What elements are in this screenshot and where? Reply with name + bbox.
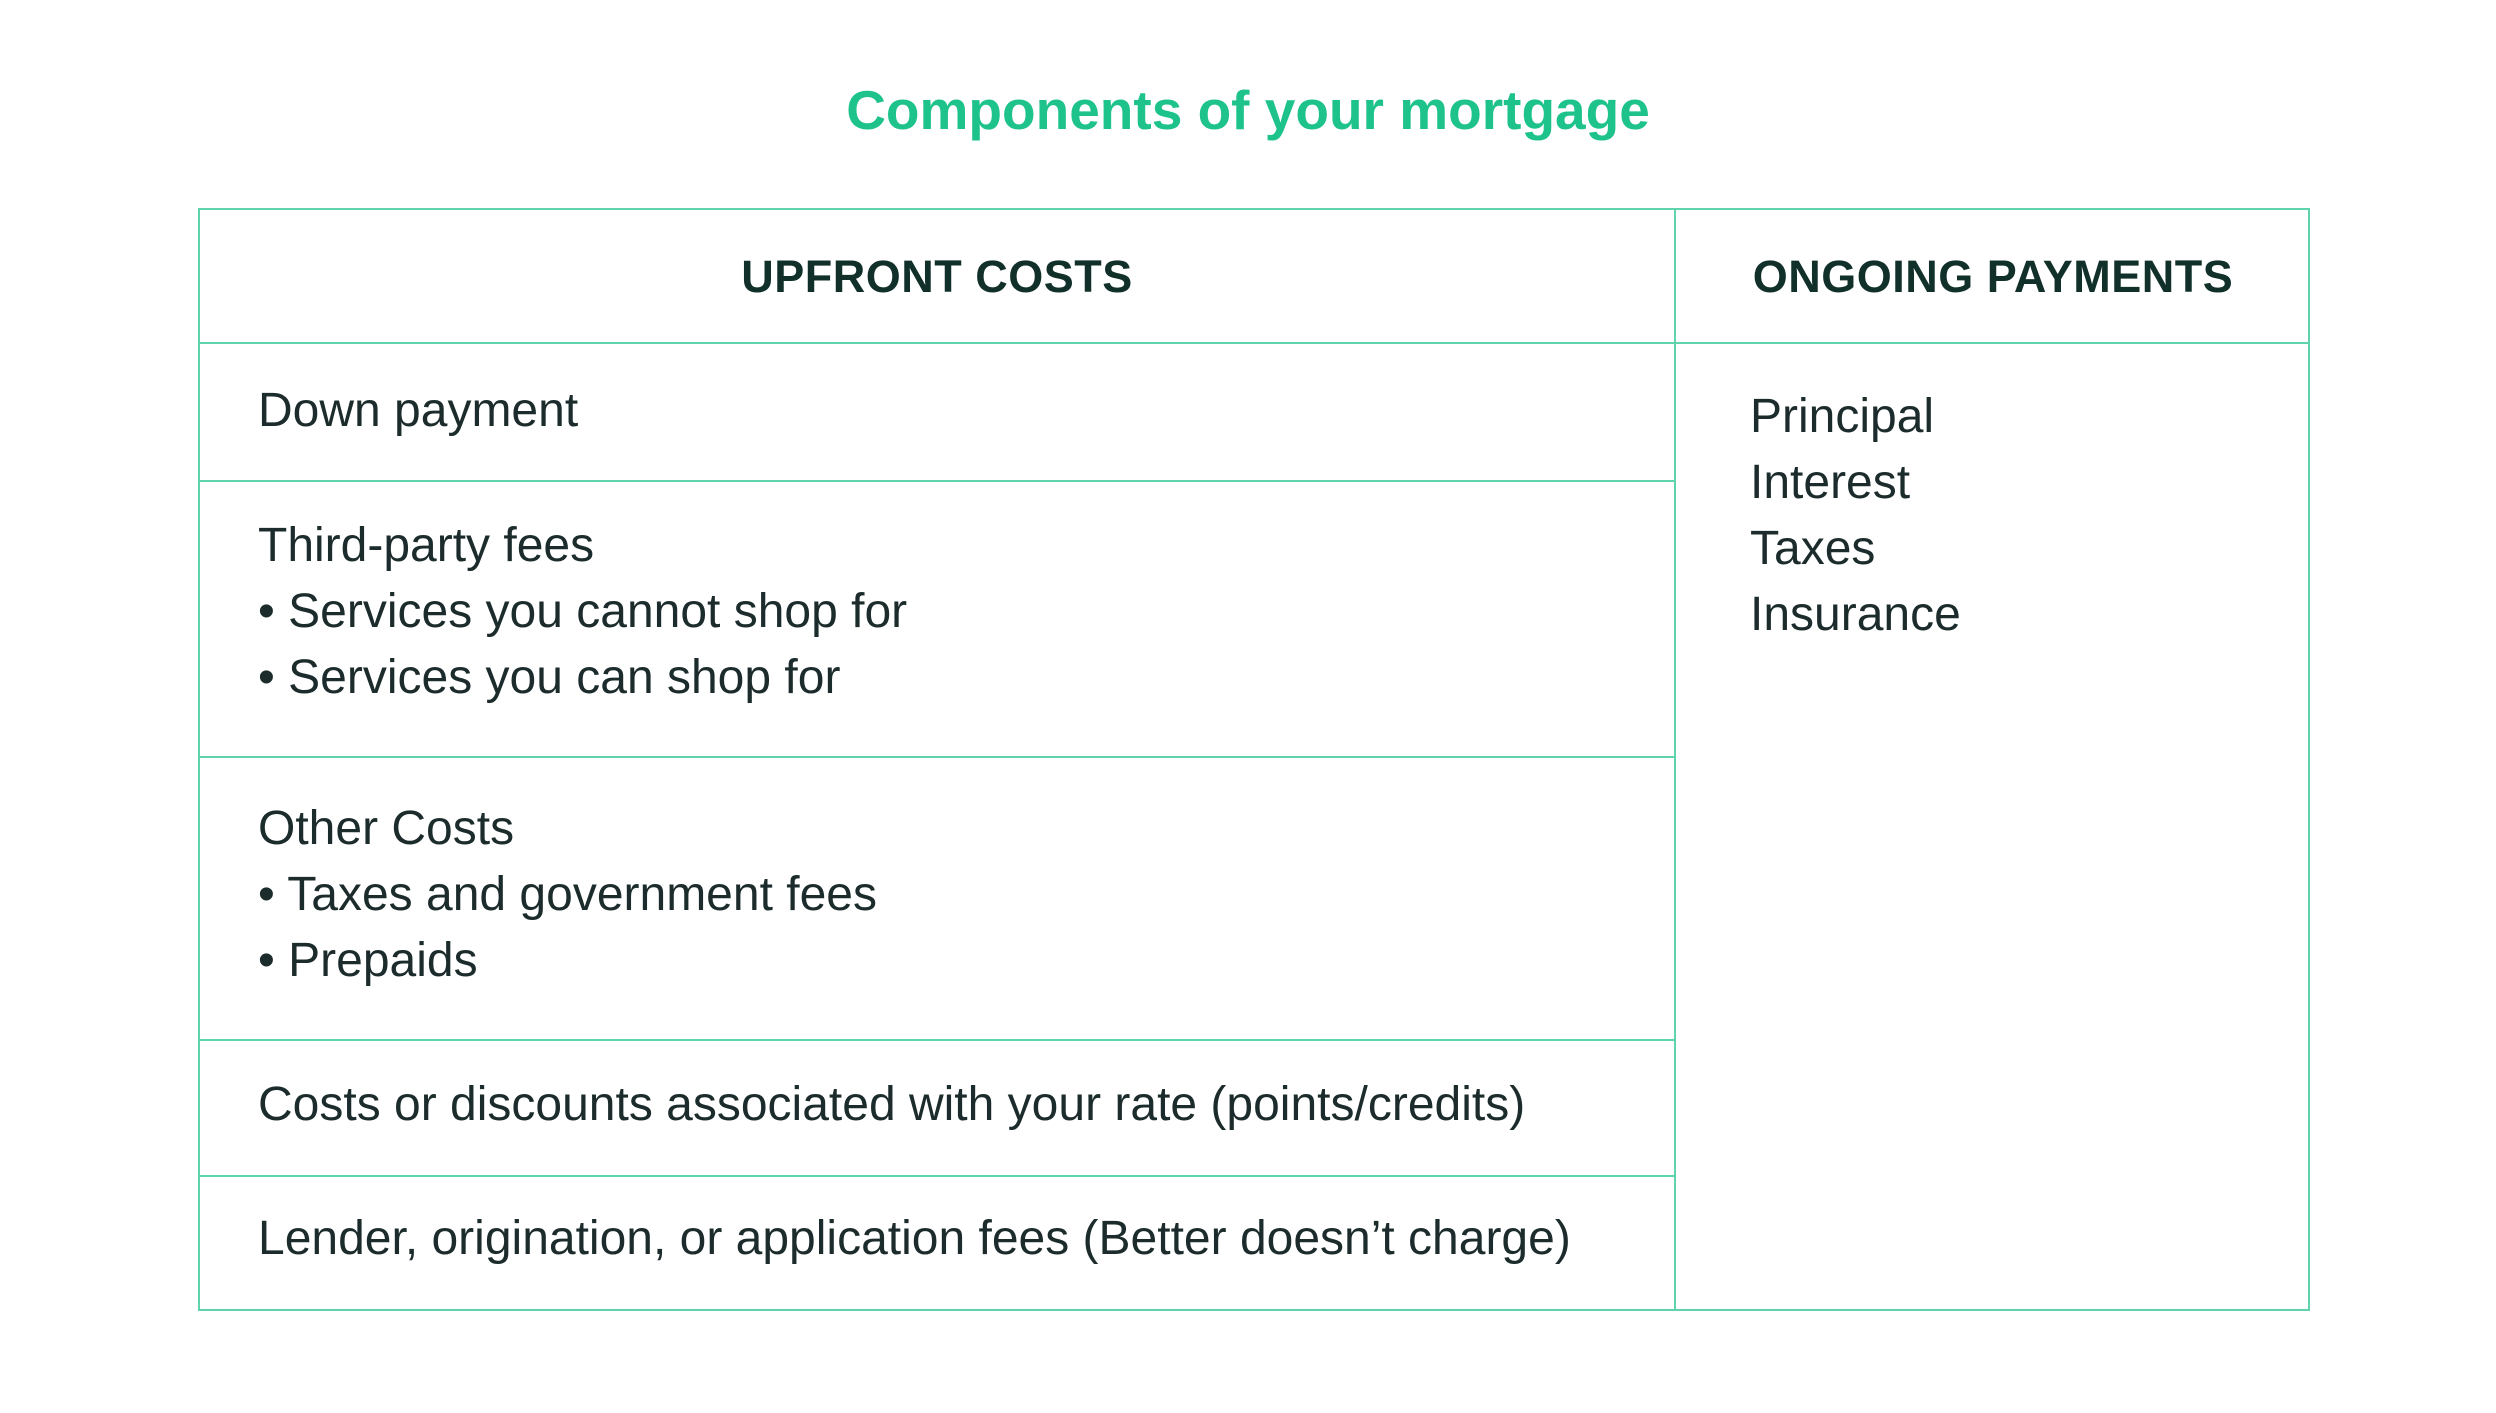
bullet-item: • Taxes and government fees [258, 868, 877, 921]
mortgage-components-table [198, 208, 2310, 1311]
bullet-item: • Prepaids [258, 934, 478, 987]
row-heading: Lender, origination, or application fees (Better doesn’t charge) [258, 1212, 1571, 1265]
list-item: Principal [1750, 390, 1935, 443]
row-heading: Down payment [258, 384, 579, 437]
upfront-row-rate-points [258, 1072, 1525, 1138]
upfront-row-down-payment [258, 378, 578, 444]
list-item: Taxes [1750, 522, 1876, 575]
upfront-row-lender-fees [258, 1206, 1571, 1272]
list-item: Interest [1750, 456, 1911, 509]
row-divider [200, 1039, 1674, 1041]
column-divider [1674, 210, 1676, 1309]
row-heading: Third-party fees [258, 519, 595, 572]
upfront-row-third-party-fees [258, 513, 907, 711]
bullet-item: • Services you can shop for [258, 651, 841, 704]
row-divider [200, 756, 1674, 758]
bullet-item: • Services you cannot shop for [258, 585, 908, 638]
ongoing-payments-list [1750, 384, 1961, 648]
list-item: Insurance [1750, 588, 1961, 641]
page-title: Components of your mortgage [846, 79, 1650, 141]
row-heading: Costs or discounts associated with your rate (points/credits) [258, 1078, 1526, 1131]
row-heading: Other Costs [258, 802, 515, 855]
header-upfront-costs: UPFRONT COSTS [741, 251, 1133, 302]
upfront-row-other-costs [258, 796, 877, 994]
row-divider [200, 480, 1674, 482]
header-ongoing-payments: ONGOING PAYMENTS [1752, 251, 2234, 302]
row-divider [200, 1175, 1674, 1177]
header-divider [200, 342, 2308, 344]
